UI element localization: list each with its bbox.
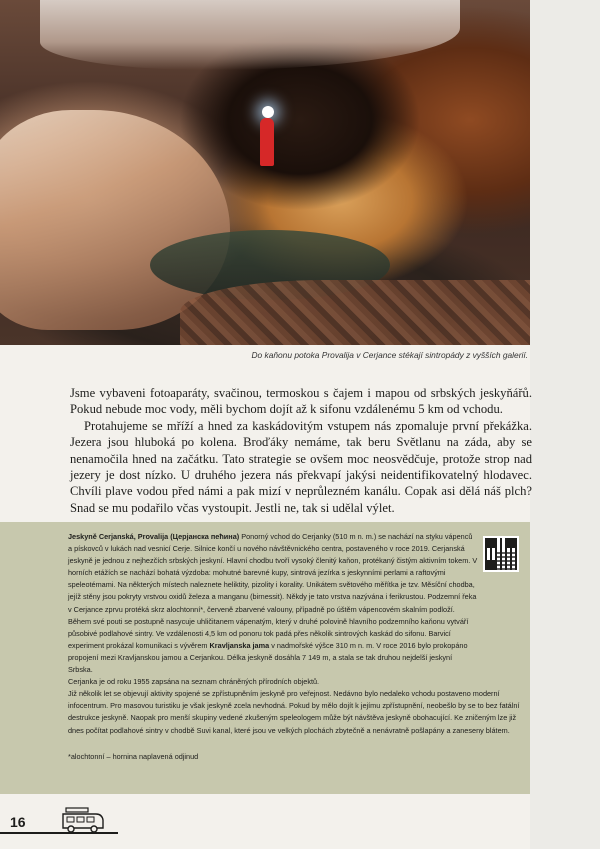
footnote: *alochtonní – hornina naplavená odjinud [68,751,199,761]
camper-van-icon [60,806,106,834]
info-main-paragraph [68,531,478,676]
info-title: Jeskyně Cerjanská, Provalija (Церјанска пећина) [68,532,240,541]
info-intro: Ponorný vchod do Cerjanky (510 m n. m.) se nachází na styku vápenců a pískovců v lukách nad vesnicí Cerje. Silnice končí u nového návštěvnického centra, postaveného v roce 2019. Cerjanská jeskyně je jednou z nejhezčích srbských jeskyní. Hlavní chodbu tvoří vysoký členitý kaňon, protékaný čistým aktivním tokem. V horních etážích se nachází bohatá výzdoba: mohutné barevné kupy, sintrová jezírka s jeskynními perlami a raftovými speleotémami. Na některých místech naleznete heliktity, pizolity i korality. Unikátem světového měřítka je tzv. Měsíční chodba, jejíž stěny jsou pokryty vrstvou oxidů železa a manganu (birnessit). Někdy je tato vrstva nazývána i ferikrustou. Podzemní řeka v Cerjance zprvu protéká skrz alochtonní*, červeně zbarvené valouny, případně po úštěm vápencovém skalním podloží. Během své pouti se postupně nasycuje uhličitanem vápenatým, který v druhé polovině hlavního podzemního kaňonu vytváří působivé podlahové sintry. Ve vzdálenosti 4,5 km od ponoru tok padá přes několik sintrových kaskád do sifonu. Barvicí experiment prokázal komunikaci s vývěrem [68,532,478,650]
paragraph: Protahujeme se mříží a hned za kaskádovitým vstupem nás zpomaluje první překážka. Jezera jsou hluboká po kolena. Broďáky nemáme, tak beru Světlanu na záda, aby se nenamočila hned na začátku. Tato strategie se ovšem moc neosvědčuje, protože strop nad jezery je dost nízko. U druhého jezera nás překvapí jakýsi neidentifikovatelný hlodavec. Chvíli plave vodou před námi a pak mizí v neprůlezném kanálu. Copak asi dělá náš plch? Snad se mu podařilo včas vystoupit. Jestli ne, tak si udělal výlet. [70,418,532,515]
spring-name: Kravljanska jama [209,640,270,650]
page-number: 16 [10,814,26,830]
info-protected: Cerjanka je od roku 1955 zapsána na seznam chráněných přírodních objektů. [68,677,320,687]
photo-caption: Do kaňonu potoka Provalija v Cerjance stékají sintropády z vyšších galerií. [251,350,528,360]
headlamp-light [262,106,274,118]
paragraph: Jsme vybaveni fotoaparáty, svačinou, termoskou s čajem i mapou od srbských jeskyňářů. Pokud nebude moc vody, měli bychom dojít až k sifonu vzdálenému 5 km od vchodu. [70,386,532,417]
cave-photo [0,0,530,345]
qr-code-icon[interactable] [483,536,519,572]
info-continuation: v nadmořské výšce 310 m n. m. V roce 2016 bylo prokopáno propojení mezi Kravljanskou jamou a Cerjankou. Délka jeskyně dosáhla 7 149 m, a stala se tak druhou nejdelší jeskyní Srbska. [68,640,468,675]
caver-figure [260,118,274,166]
info-box-text [68,531,520,763]
main-text [70,385,532,516]
page-edge [530,0,600,849]
info-recent: Již několik let se objevují aktivity spojené se zpřístupněním jeskyně pro veřejnost. Nedávno bylo nedaleko vchodu postaveno moderní infocentrum. Pro masovou turistiku je však jeskyně zcela nevhodná. Pokud by mělo dojít k jejímu zpřístupnění, neobešlo by se to bez fatální destrukce jeskyně. Naopak pro menší skupiny vedené zkušeným speleologem může být návštěva jeskyně obohacující. Ke zničeným lze již dnes počítat podlahové sintry v chodbě Suvi kanal, které jsou ve velkých plochách zbytečně a nenávratně pošlapány a zaneseny blátem. [68,689,520,735]
cave-ceiling [40,0,460,70]
cave-floor [180,280,530,345]
